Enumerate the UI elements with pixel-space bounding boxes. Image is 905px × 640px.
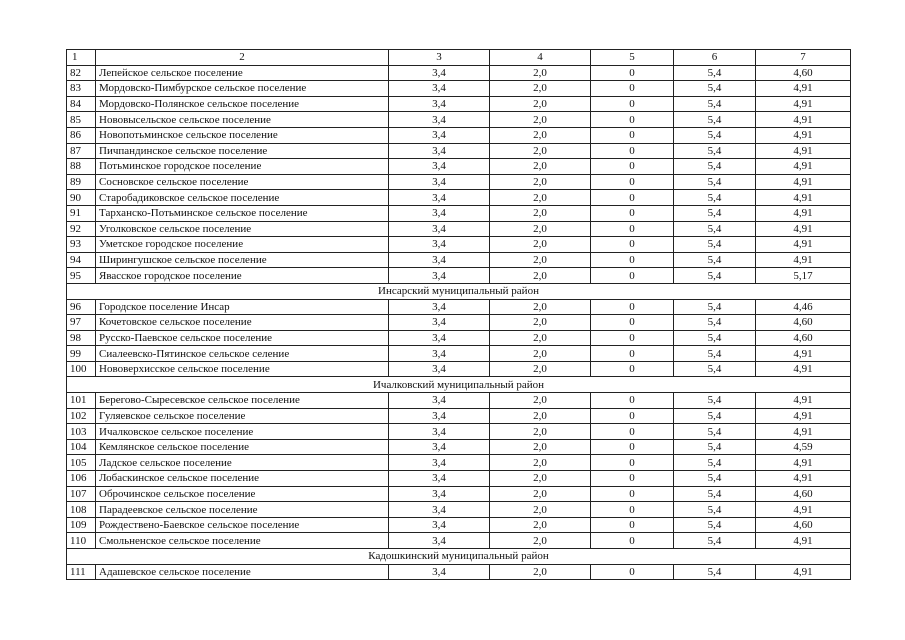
value-col-4: 2,0 bbox=[490, 315, 591, 331]
value-col-5: 0 bbox=[591, 486, 674, 502]
value-col-4: 2,0 bbox=[490, 81, 591, 97]
settlement-name: Кемлянское сельское поселение bbox=[96, 439, 389, 455]
value-col-4: 2,0 bbox=[490, 486, 591, 502]
value-col-5: 0 bbox=[591, 112, 674, 128]
settlement-name: Уметское городское поселение bbox=[96, 237, 389, 253]
value-col-7: 4,91 bbox=[756, 237, 851, 253]
value-col-6: 5,4 bbox=[674, 408, 756, 424]
value-col-7: 4,60 bbox=[756, 517, 851, 533]
header-cell: 1 bbox=[67, 50, 96, 66]
row-number: 98 bbox=[67, 330, 96, 346]
settlement-name: Лепейское сельское поселение bbox=[96, 65, 389, 81]
value-col-5: 0 bbox=[591, 252, 674, 268]
value-col-6: 5,4 bbox=[674, 127, 756, 143]
value-col-7: 4,60 bbox=[756, 315, 851, 331]
settlement-name: Гуляевское сельское поселение bbox=[96, 408, 389, 424]
value-col-7: 4,91 bbox=[756, 346, 851, 362]
value-col-3: 3,4 bbox=[389, 346, 490, 362]
value-col-3: 3,4 bbox=[389, 361, 490, 377]
table-row bbox=[67, 112, 851, 128]
value-col-4: 2,0 bbox=[490, 393, 591, 409]
row-number: 92 bbox=[67, 221, 96, 237]
value-col-4: 2,0 bbox=[490, 424, 591, 440]
value-col-6: 5,4 bbox=[674, 112, 756, 128]
settlement-name: Пичпандинское сельское поселение bbox=[96, 143, 389, 159]
value-col-4: 2,0 bbox=[490, 517, 591, 533]
table-row bbox=[67, 143, 851, 159]
settlement-name: Тарханско-Потьминское сельское поселение bbox=[96, 205, 389, 221]
value-col-4: 2,0 bbox=[490, 127, 591, 143]
section-row bbox=[67, 549, 851, 565]
table-row bbox=[67, 361, 851, 377]
header-cell: 6 bbox=[674, 50, 756, 66]
table-row bbox=[67, 517, 851, 533]
settlement-name: Кочетовское сельское поселение bbox=[96, 315, 389, 331]
value-col-5: 0 bbox=[591, 564, 674, 580]
table-row bbox=[67, 424, 851, 440]
value-col-5: 0 bbox=[591, 315, 674, 331]
row-number: 102 bbox=[67, 408, 96, 424]
value-col-5: 0 bbox=[591, 190, 674, 206]
row-number: 99 bbox=[67, 346, 96, 362]
value-col-7: 4,91 bbox=[756, 408, 851, 424]
value-col-5: 0 bbox=[591, 393, 674, 409]
value-col-3: 3,4 bbox=[389, 424, 490, 440]
value-col-3: 3,4 bbox=[389, 408, 490, 424]
row-number: 100 bbox=[67, 361, 96, 377]
value-col-6: 5,4 bbox=[674, 252, 756, 268]
value-col-3: 3,4 bbox=[389, 299, 490, 315]
settlement-name: Парадеевское сельское поселение bbox=[96, 502, 389, 518]
settlement-name: Нововерхисское сельское поселение bbox=[96, 361, 389, 377]
table-row bbox=[67, 330, 851, 346]
settlement-name: Ширингушское сельское поселение bbox=[96, 252, 389, 268]
value-col-3: 3,4 bbox=[389, 393, 490, 409]
value-col-5: 0 bbox=[591, 237, 674, 253]
value-col-5: 0 bbox=[591, 361, 674, 377]
value-col-3: 3,4 bbox=[389, 96, 490, 112]
row-number: 106 bbox=[67, 471, 96, 487]
table-row bbox=[67, 486, 851, 502]
table-row bbox=[67, 455, 851, 471]
value-col-3: 3,4 bbox=[389, 564, 490, 580]
settlement-name: Старобадиковское сельское поселение bbox=[96, 190, 389, 206]
section-title: Ичалковский муниципальный район bbox=[67, 377, 851, 393]
settlement-name: Смольненское сельское поселение bbox=[96, 533, 389, 549]
settlement-name: Сиалеевско-Пятинское сельское селение bbox=[96, 346, 389, 362]
value-col-7: 4,91 bbox=[756, 471, 851, 487]
settlement-name: Адашевское сельское поселение bbox=[96, 564, 389, 580]
value-col-4: 2,0 bbox=[490, 96, 591, 112]
value-col-4: 2,0 bbox=[490, 346, 591, 362]
value-col-7: 4,60 bbox=[756, 486, 851, 502]
settlement-name: Рождествено-Баевское сельское поселение bbox=[96, 517, 389, 533]
value-col-4: 2,0 bbox=[490, 299, 591, 315]
table-row bbox=[67, 346, 851, 362]
value-col-6: 5,4 bbox=[674, 471, 756, 487]
row-number: 103 bbox=[67, 424, 96, 440]
header-cell: 7 bbox=[756, 50, 851, 66]
row-number: 95 bbox=[67, 268, 96, 284]
row-number: 88 bbox=[67, 159, 96, 175]
value-col-4: 2,0 bbox=[490, 190, 591, 206]
row-number: 108 bbox=[67, 502, 96, 518]
value-col-3: 3,4 bbox=[389, 174, 490, 190]
value-col-6: 5,4 bbox=[674, 564, 756, 580]
settlement-name: Уголковское сельское поселение bbox=[96, 221, 389, 237]
value-col-3: 3,4 bbox=[389, 112, 490, 128]
data-table bbox=[66, 49, 851, 580]
value-col-7: 4,91 bbox=[756, 361, 851, 377]
row-number: 90 bbox=[67, 190, 96, 206]
settlement-name: Нововысельское сельское поселение bbox=[96, 112, 389, 128]
value-col-3: 3,4 bbox=[389, 439, 490, 455]
value-col-4: 2,0 bbox=[490, 564, 591, 580]
settlement-name: Сосновское сельское поселение bbox=[96, 174, 389, 190]
value-col-4: 2,0 bbox=[490, 268, 591, 284]
settlement-name: Берегово-Сыресевское сельское поселение bbox=[96, 393, 389, 409]
section-row bbox=[67, 377, 851, 393]
value-col-4: 2,0 bbox=[490, 361, 591, 377]
value-col-6: 5,4 bbox=[674, 346, 756, 362]
value-col-6: 5,4 bbox=[674, 268, 756, 284]
table-row bbox=[67, 65, 851, 81]
value-col-3: 3,4 bbox=[389, 143, 490, 159]
value-col-6: 5,4 bbox=[674, 455, 756, 471]
value-col-5: 0 bbox=[591, 330, 674, 346]
value-col-6: 5,4 bbox=[674, 65, 756, 81]
value-col-7: 4,91 bbox=[756, 393, 851, 409]
table-row bbox=[67, 533, 851, 549]
value-col-5: 0 bbox=[591, 471, 674, 487]
row-number: 91 bbox=[67, 205, 96, 221]
row-number: 83 bbox=[67, 81, 96, 97]
value-col-4: 2,0 bbox=[490, 502, 591, 518]
row-number: 109 bbox=[67, 517, 96, 533]
value-col-5: 0 bbox=[591, 81, 674, 97]
value-col-6: 5,4 bbox=[674, 517, 756, 533]
section-title: Инсарский муниципальный район bbox=[67, 283, 851, 299]
table-row bbox=[67, 205, 851, 221]
value-col-4: 2,0 bbox=[490, 237, 591, 253]
value-col-6: 5,4 bbox=[674, 533, 756, 549]
settlement-name: Лобаскинское сельское поселение bbox=[96, 471, 389, 487]
value-col-3: 3,4 bbox=[389, 517, 490, 533]
value-col-4: 2,0 bbox=[490, 455, 591, 471]
value-col-7: 4,91 bbox=[756, 533, 851, 549]
settlement-name: Мордовско-Полянское сельское поселение bbox=[96, 96, 389, 112]
header-cell: 3 bbox=[389, 50, 490, 66]
value-col-7: 4,60 bbox=[756, 330, 851, 346]
value-col-3: 3,4 bbox=[389, 205, 490, 221]
value-col-3: 3,4 bbox=[389, 237, 490, 253]
value-col-6: 5,4 bbox=[674, 143, 756, 159]
value-col-5: 0 bbox=[591, 533, 674, 549]
value-col-6: 5,4 bbox=[674, 315, 756, 331]
value-col-6: 5,4 bbox=[674, 221, 756, 237]
value-col-3: 3,4 bbox=[389, 315, 490, 331]
value-col-7: 4,91 bbox=[756, 190, 851, 206]
table-row bbox=[67, 237, 851, 253]
value-col-3: 3,4 bbox=[389, 65, 490, 81]
value-col-5: 0 bbox=[591, 455, 674, 471]
settlement-name: Оброчинское сельское поселение bbox=[96, 486, 389, 502]
value-col-6: 5,4 bbox=[674, 361, 756, 377]
value-col-7: 4,91 bbox=[756, 455, 851, 471]
value-col-3: 3,4 bbox=[389, 159, 490, 175]
value-col-3: 3,4 bbox=[389, 471, 490, 487]
table-row bbox=[67, 159, 851, 175]
row-number: 101 bbox=[67, 393, 96, 409]
table-row bbox=[67, 471, 851, 487]
header-row bbox=[67, 50, 851, 66]
value-col-4: 2,0 bbox=[490, 439, 591, 455]
value-col-5: 0 bbox=[591, 65, 674, 81]
header-cell: 4 bbox=[490, 50, 591, 66]
value-col-3: 3,4 bbox=[389, 486, 490, 502]
value-col-7: 4,91 bbox=[756, 81, 851, 97]
header-cell: 2 bbox=[96, 50, 389, 66]
value-col-5: 0 bbox=[591, 221, 674, 237]
value-col-4: 2,0 bbox=[490, 159, 591, 175]
value-col-3: 3,4 bbox=[389, 190, 490, 206]
value-col-6: 5,4 bbox=[674, 299, 756, 315]
table-row bbox=[67, 96, 851, 112]
value-col-7: 4,60 bbox=[756, 65, 851, 81]
row-number: 84 bbox=[67, 96, 96, 112]
value-col-6: 5,4 bbox=[674, 439, 756, 455]
value-col-4: 2,0 bbox=[490, 408, 591, 424]
settlement-name: Ичалковское сельское поселение bbox=[96, 424, 389, 440]
section-row bbox=[67, 283, 851, 299]
table-row bbox=[67, 315, 851, 331]
value-col-7: 5,17 bbox=[756, 268, 851, 284]
table-row bbox=[67, 81, 851, 97]
row-number: 82 bbox=[67, 65, 96, 81]
value-col-5: 0 bbox=[591, 205, 674, 221]
settlement-name: Русско-Паевское сельское поселение bbox=[96, 330, 389, 346]
value-col-7: 4,91 bbox=[756, 252, 851, 268]
value-col-3: 3,4 bbox=[389, 502, 490, 518]
value-col-4: 2,0 bbox=[490, 330, 591, 346]
table-row bbox=[67, 564, 851, 580]
value-col-6: 5,4 bbox=[674, 81, 756, 97]
value-col-5: 0 bbox=[591, 517, 674, 533]
value-col-6: 5,4 bbox=[674, 393, 756, 409]
table-row bbox=[67, 299, 851, 315]
row-number: 85 bbox=[67, 112, 96, 128]
value-col-7: 4,91 bbox=[756, 174, 851, 190]
value-col-7: 4,91 bbox=[756, 127, 851, 143]
value-col-3: 3,4 bbox=[389, 533, 490, 549]
value-col-7: 4,91 bbox=[756, 143, 851, 159]
value-col-5: 0 bbox=[591, 174, 674, 190]
value-col-3: 3,4 bbox=[389, 221, 490, 237]
value-col-5: 0 bbox=[591, 502, 674, 518]
row-number: 94 bbox=[67, 252, 96, 268]
value-col-6: 5,4 bbox=[674, 96, 756, 112]
row-number: 86 bbox=[67, 127, 96, 143]
value-col-3: 3,4 bbox=[389, 252, 490, 268]
settlement-name: Явасское городское поселение bbox=[96, 268, 389, 284]
value-col-6: 5,4 bbox=[674, 424, 756, 440]
value-col-4: 2,0 bbox=[490, 533, 591, 549]
value-col-6: 5,4 bbox=[674, 330, 756, 346]
row-number: 97 bbox=[67, 315, 96, 331]
value-col-5: 0 bbox=[591, 408, 674, 424]
row-number: 93 bbox=[67, 237, 96, 253]
value-col-6: 5,4 bbox=[674, 174, 756, 190]
settlement-name: Ладское сельское поселение bbox=[96, 455, 389, 471]
table-row bbox=[67, 502, 851, 518]
value-col-5: 0 bbox=[591, 268, 674, 284]
value-col-4: 2,0 bbox=[490, 174, 591, 190]
value-col-3: 3,4 bbox=[389, 81, 490, 97]
value-col-3: 3,4 bbox=[389, 455, 490, 471]
value-col-6: 5,4 bbox=[674, 486, 756, 502]
table-row bbox=[67, 408, 851, 424]
value-col-7: 4,91 bbox=[756, 221, 851, 237]
value-col-7: 4,91 bbox=[756, 502, 851, 518]
value-col-4: 2,0 bbox=[490, 221, 591, 237]
section-title: Кадошкинский муниципальный район bbox=[67, 549, 851, 565]
value-col-3: 3,4 bbox=[389, 268, 490, 284]
table-body bbox=[67, 50, 851, 580]
row-number: 107 bbox=[67, 486, 96, 502]
row-number: 105 bbox=[67, 455, 96, 471]
row-number: 104 bbox=[67, 439, 96, 455]
value-col-5: 0 bbox=[591, 299, 674, 315]
value-col-6: 5,4 bbox=[674, 205, 756, 221]
value-col-4: 2,0 bbox=[490, 143, 591, 159]
row-number: 111 bbox=[67, 564, 96, 580]
table-row bbox=[67, 221, 851, 237]
value-col-4: 2,0 bbox=[490, 65, 591, 81]
table-row bbox=[67, 393, 851, 409]
value-col-5: 0 bbox=[591, 439, 674, 455]
value-col-7: 4,91 bbox=[756, 112, 851, 128]
value-col-7: 4,91 bbox=[756, 424, 851, 440]
table-row bbox=[67, 190, 851, 206]
row-number: 96 bbox=[67, 299, 96, 315]
value-col-4: 2,0 bbox=[490, 112, 591, 128]
value-col-7: 4,91 bbox=[756, 564, 851, 580]
value-col-6: 5,4 bbox=[674, 502, 756, 518]
value-col-7: 4,91 bbox=[756, 159, 851, 175]
settlement-name: Мордовско-Пимбурское сельское поселение bbox=[96, 81, 389, 97]
table-row bbox=[67, 268, 851, 284]
value-col-6: 5,4 bbox=[674, 190, 756, 206]
value-col-5: 0 bbox=[591, 346, 674, 362]
value-col-4: 2,0 bbox=[490, 205, 591, 221]
table-row bbox=[67, 127, 851, 143]
value-col-6: 5,4 bbox=[674, 159, 756, 175]
table-row bbox=[67, 439, 851, 455]
value-col-5: 0 bbox=[591, 127, 674, 143]
value-col-3: 3,4 bbox=[389, 127, 490, 143]
value-col-4: 2,0 bbox=[490, 471, 591, 487]
table-row bbox=[67, 252, 851, 268]
value-col-7: 4,59 bbox=[756, 439, 851, 455]
row-number: 89 bbox=[67, 174, 96, 190]
row-number: 110 bbox=[67, 533, 96, 549]
settlement-name: Городское поселение Инсар bbox=[96, 299, 389, 315]
settlement-name: Новопотьминское сельское поселение bbox=[96, 127, 389, 143]
value-col-5: 0 bbox=[591, 424, 674, 440]
value-col-5: 0 bbox=[591, 96, 674, 112]
row-number: 87 bbox=[67, 143, 96, 159]
table-row bbox=[67, 174, 851, 190]
value-col-5: 0 bbox=[591, 159, 674, 175]
value-col-6: 5,4 bbox=[674, 237, 756, 253]
value-col-4: 2,0 bbox=[490, 252, 591, 268]
value-col-5: 0 bbox=[591, 143, 674, 159]
value-col-7: 4,91 bbox=[756, 96, 851, 112]
value-col-7: 4,91 bbox=[756, 205, 851, 221]
value-col-7: 4,46 bbox=[756, 299, 851, 315]
value-col-3: 3,4 bbox=[389, 330, 490, 346]
header-cell: 5 bbox=[591, 50, 674, 66]
settlement-name: Потьминское городское поселение bbox=[96, 159, 389, 175]
